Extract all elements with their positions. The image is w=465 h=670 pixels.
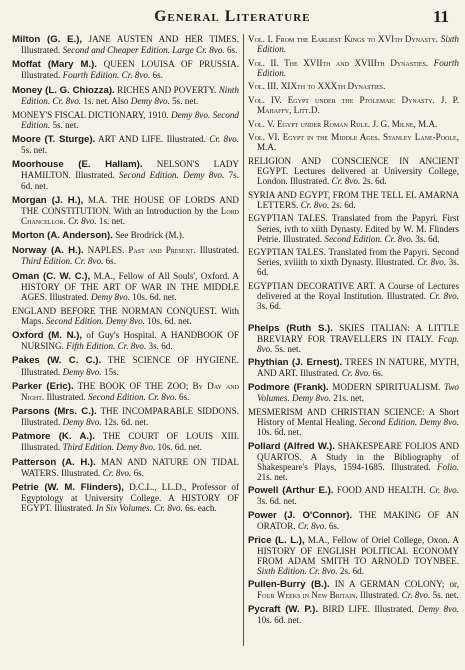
catalogue-entry [12, 482, 239, 513]
entry-text: Vol. III. XIXth to XXXth Dynasties. [248, 81, 386, 92]
entry-text: 12s. 6d. net. [101, 417, 149, 428]
entry-text: Sixth Edition. [257, 34, 459, 55]
entry-text: 3s. 6d. [257, 257, 459, 278]
entry-text: M.A., Fellow of All Souls', Oxford. [90, 270, 233, 281]
entry-title: EGYPTIAN TALES. [248, 213, 328, 224]
entry-text: 2s. 6d. [360, 176, 387, 187]
entry-text: 6s. each. [182, 502, 217, 513]
entry-text: Translated from the Papyri. First Series, ivth to xiith Dynasty. Edited by W. M. Flinders Petrie. Illustrated. [257, 213, 459, 244]
entry-text: A Study in the Bibliography of Shakespeare's Plays, 1594-1685. Illustrated. [257, 451, 459, 472]
entry-title: THE COURT OF LOUIS XIII. [102, 431, 240, 442]
entry-text: Vol. VI. Egypt in the Middle Ages. Stanley Lane-Poole, M.A. [248, 132, 459, 153]
entry-text: 3s. 6d. [413, 233, 440, 244]
entry-text: Illustrated. [21, 417, 63, 428]
catalogue-entry [12, 330, 239, 351]
entry-text: A Short History of Mental Healing. [257, 406, 459, 427]
catalogue-entry [12, 245, 239, 266]
entry-text: Illustrated. [58, 467, 103, 478]
entry-author: Milton (G. E.), [12, 34, 83, 45]
entry-title: MONEY'S FISCAL DICTIONARY, 1910. [12, 109, 169, 120]
catalogue-entry [248, 132, 459, 152]
entry-title: THE SCIENCE OF HYGIENE. [107, 355, 239, 366]
catalogue-entry [12, 431, 239, 452]
entry-author: Pullen-Burry (B.). [248, 579, 330, 591]
entry-author: Parker (Eric). [12, 380, 74, 392]
entry-text: 6s. [176, 391, 190, 402]
entry-text: D.C.L., LL.D., Professor of Egyptology at University College. [21, 481, 239, 503]
entry-text: Second Edition. Demy 8vo. [359, 416, 459, 427]
catalogue-entry [12, 457, 239, 478]
catalogue-entry [248, 510, 459, 531]
entry-text: Folio. [436, 461, 459, 472]
entry-text [352, 510, 359, 520]
entry-text: 1s. net. Also [81, 95, 131, 106]
entry-text: 5s. net. [50, 119, 79, 130]
entry-text: Second Edition. Demy 8vo. [118, 170, 225, 181]
entry-text: Demy 8vo. Second Edition. [21, 109, 239, 130]
catalogue-entry [12, 34, 239, 55]
catalogue-entry [12, 271, 239, 302]
entry-text: Illustrated. [21, 45, 63, 56]
entry-text: Cr. 8vo. [341, 368, 371, 379]
entry-text: 10s. 6d. net. [257, 615, 302, 626]
catalogue-entry [248, 247, 459, 277]
entry-author: Phelps (Ruth S.). [248, 322, 333, 334]
left-column [12, 34, 239, 517]
entry-text: Cr. 8vo. [429, 290, 459, 301]
entry-text: Cr. 8vo. [102, 467, 132, 478]
entry-title: FOOD AND HEALTH. [336, 485, 426, 496]
entry-title: THE HOUSE OF LORDS AND THE CONSTITUTION. [21, 194, 239, 216]
entry-text: Fcap. 8vo. [257, 333, 460, 354]
entry-author: Moore (T. Sturge). [12, 134, 96, 146]
entry-text: Cr. 8vo. [401, 590, 431, 601]
entry-author: Parsons (Mrs. C.). [12, 406, 97, 418]
entry-title: A HANDBOOK OF NURSING. [21, 330, 239, 352]
entry-text: Vol. I. From the Earliest Kings to XVIth Dynasty. [248, 34, 439, 44]
catalogue-entry [12, 85, 239, 106]
entry-title: NAPLES. [87, 245, 125, 256]
entry-text: 21s. net. [331, 393, 364, 404]
entry-text: 15s. [101, 366, 119, 377]
entry-text: See Brodrick (M.). [112, 230, 185, 241]
entry-text: Cr. 8vo. [300, 199, 330, 210]
entry-text: 6s. [224, 45, 238, 56]
entry-author: Patmore (K. A.). [12, 431, 95, 443]
entry-text: 10s. 6d. net. [130, 291, 177, 302]
entry-author: Morton (A. Anderson). [12, 230, 113, 242]
entry-text: 5s. net. [169, 95, 199, 106]
entry-text: In Six Volumes. Cr. 8vo. [95, 502, 183, 513]
entry-author: Powell (Arthur E.). [248, 485, 334, 497]
catalogue-entry [12, 59, 239, 80]
running-title: General Literature [154, 8, 311, 25]
entry-text: Vol. V. Egypt under Roman Rule. J. G. Milne, M.A. [248, 118, 438, 129]
catalogue-entry [248, 34, 459, 54]
entry-title: A HISTORY OF THE ART OF WAR IN THE MIDDLE AGES. [21, 270, 239, 302]
entry-title: TREES IN NATURE, MYTH, AND ART. [257, 357, 459, 379]
entry-text: Illustrated. [21, 70, 63, 81]
page-header [14, 6, 451, 32]
entry-text: 1s. net. [96, 215, 126, 226]
catalogue-entry [248, 323, 459, 354]
entry-text: 6s. [326, 521, 340, 532]
catalogue-entry [248, 156, 459, 186]
entry-text: A Course of Lectures delivered at the Royal Institution. Illustrated. [257, 280, 459, 301]
catalogue-entry [248, 441, 459, 482]
entry-text: Illustrated. [52, 502, 96, 513]
entry-text: 3s. 6d. net. [257, 496, 297, 507]
entry-text: or, [444, 579, 460, 590]
entry-text: of Guy's Hospital. [82, 330, 161, 341]
entry-text: 3s. 6d. [146, 341, 173, 352]
entry-text: Illustrated. [370, 604, 418, 615]
column-divider [243, 34, 244, 646]
entry-text: Demy 8vo. [62, 417, 102, 428]
entry-title: SKIES ITALIAN: A LITTLE BREVIARY FOR TRAVELLERS IN ITALY. [257, 322, 460, 344]
entry-author: Podmore (Frank). [248, 382, 329, 394]
catalogue-entry [12, 406, 239, 427]
section-gap [248, 315, 459, 323]
entry-text: Vol. II. The XVIIth and XVIIIth Dynasties. [248, 57, 429, 68]
entry-text: Illustrated. [44, 391, 89, 402]
entry-text: 10s. 6d. net. [155, 442, 202, 453]
entry-text: Ninth Edition. Cr. 8vo. [21, 84, 239, 106]
entry-title: ENGLAND BEFORE THE NORMAN CONQUEST. [12, 305, 217, 316]
entry-text: Fourth Edition. [257, 57, 459, 78]
entry-text: Demy 8vo. [62, 366, 102, 377]
entry-text: 5s. net. [21, 145, 48, 156]
catalogue-entry [248, 213, 459, 243]
entry-author: Oman (C. W. C.), [12, 270, 91, 282]
entry-text: Cr. 8vo. [429, 485, 460, 496]
entry-title: NELSON'S LADY HAMILTON. [21, 159, 240, 181]
entry-text: 2s. 6d. [329, 199, 356, 210]
entry-text: Second Edition. Cr. 8vo. [324, 233, 414, 244]
entry-title: IN A GERMAN COLONY; [334, 579, 445, 590]
catalogue-entry [12, 381, 239, 402]
entry-text: Illustrated. [21, 442, 63, 453]
entry-title: THE MAKING OF AN ORATOR. [257, 509, 459, 532]
entry-text [97, 59, 104, 69]
catalogue-entry [248, 535, 459, 576]
entry-text: Fifth Edition. Cr. 8vo. [66, 341, 147, 352]
entry-author: Pycraft (W. P.). [248, 604, 319, 616]
entry-text: Cr. 8vo. [417, 257, 447, 268]
entry-text: 3s. 6d. [257, 301, 282, 312]
entry-text: 6s. [103, 256, 116, 267]
entry-author: Price (L. L.), [248, 534, 305, 546]
entry-title: THE BOOK OF THE ZOO; [77, 380, 189, 391]
entry-title: RELIGION AND CONSCIENCE IN ANCIENT EGYPT. [248, 156, 459, 177]
entry-title: EGYPTIAN TALES. [248, 247, 327, 258]
entry-text: Illustrated. [47, 291, 91, 302]
entry-text: Lord Chancellor. [21, 205, 239, 226]
entry-author: Power (J. O'Connor). [248, 509, 353, 521]
entry-text: Past and Present. [128, 245, 196, 256]
entry-text: Illustrated. [70, 170, 119, 181]
entry-text: Second Edition. Cr. 8vo. [88, 391, 177, 402]
entry-text: 5s. net. [272, 343, 301, 354]
entry-text: Third Edition. Cr. 8vo. [21, 256, 104, 267]
entry-text [101, 355, 108, 365]
catalogue-entry [248, 382, 459, 403]
catalogue-entry [12, 110, 239, 130]
entry-title: JANE AUSTEN AND HER TIMES. [88, 34, 239, 44]
catalogue-entry [248, 281, 459, 311]
entry-text: Second Edition. Demy 8vo. [45, 315, 145, 326]
entry-text: 10s. 6d. net. [144, 315, 192, 326]
entry-text: Translated from the Papyri. Second Series, xviiith to xixth Dynasty. Illustrated. [257, 247, 459, 268]
catalogue-entry [248, 81, 459, 91]
entry-text: Two Volumes. Demy 8vo. [257, 382, 459, 404]
entry-author: Petrie (W. M. Flinders), [12, 481, 124, 493]
entry-text: Lectures delivered at University College, London. Illustrated. [257, 166, 459, 187]
entry-text: 21s. net. [257, 471, 288, 482]
entry-text: Cr. 8vo. [209, 134, 240, 145]
catalogue-entry [12, 230, 239, 241]
entry-title: ART AND LIFE. [98, 134, 164, 145]
entry-text: Cr. 8vo. [67, 215, 97, 226]
entry-text: 6s. [131, 467, 144, 478]
right-column [248, 34, 459, 629]
entry-text: Illustrated. [357, 590, 402, 601]
entry-title: A HISTORY OF EGYPT. [21, 492, 239, 513]
entry-author: Morgan (J. H.), [12, 194, 84, 206]
entry-author: Phythian (J. Ernest). [248, 357, 343, 369]
entry-text: 6s. [150, 70, 163, 81]
entry-text: Four Weeks in New Britain. [257, 590, 358, 601]
entry-title: EGYPTIAN DECORATIVE ART. [248, 280, 376, 291]
entry-text: Third Edition. Demy 8vo. [62, 442, 156, 453]
entry-author: Patterson (A. H.). [12, 456, 96, 468]
entry-title: MODERN SPIRITUALISM. [332, 382, 441, 393]
entry-text: M.A. [83, 194, 112, 205]
catalogue-entry [248, 407, 459, 437]
entry-author: Pakes (W. C. C.). [12, 355, 102, 367]
entry-text: 10s. 6d. net. [257, 426, 302, 437]
entry-title: BIRD LIFE. [322, 604, 371, 615]
catalogue-entry [12, 195, 239, 226]
entry-text: Illustrated. [163, 134, 210, 145]
catalogue-entry [248, 119, 459, 129]
entry-text: Fourth Edition. Cr. 8vo. [62, 70, 151, 81]
entry-title: QUEEN LOUISA OF PRUSSIA. [103, 59, 239, 70]
entry-title: SHAKESPEARE FOLIOS AND QUARTOS. [257, 440, 459, 462]
catalogue-entry [248, 190, 459, 210]
entry-author: Moorhouse (E. Hallam). [12, 159, 143, 171]
entry-text: 6s. [370, 368, 384, 379]
entry-author: Norway (A. H.). [12, 245, 84, 257]
catalogue-entry [12, 159, 239, 190]
entry-text: M.A., Fellow of Oriel College, Oxon. [304, 534, 453, 545]
catalogue-entry [12, 306, 239, 326]
entry-text: Illustrated. [21, 366, 63, 377]
entry-author: Moffat (Mary M.). [12, 59, 97, 71]
entry-author: Pollard (Alfred W.). [248, 440, 335, 452]
entry-text [143, 159, 157, 169]
entry-text: 7s. 6d. net. [21, 170, 239, 191]
entry-text: Second and Cheaper Edition. Large Cr. 8vo. [62, 45, 225, 56]
entry-text: Vol. IV. Egypt under the Ptolemaic Dynasty. J. P. Mahaffy, Litt.D. [248, 95, 459, 116]
entry-text: 2s. 6d. [337, 565, 364, 576]
entry-title: A HISTORY OF ENGLISH POLITICAL ECONOMY FROM ADAM SMITH TO ARNOLD TOYNBEE. [257, 534, 459, 566]
entry-text: 5s. net. [430, 590, 459, 601]
entry-text: Sixth Edition. Cr. 8vo. [257, 565, 338, 576]
entry-text: With an Introduction by the [110, 205, 221, 216]
catalogue-entry [248, 58, 459, 78]
entry-title: RICHES AND POVERTY. [117, 84, 217, 95]
catalogue-entry [248, 604, 459, 625]
catalogue-entry [248, 579, 459, 600]
entry-author: Oxford (M. N.), [12, 330, 83, 342]
catalogue-entry [248, 95, 459, 115]
entry-text: Demy 8vo. [130, 95, 170, 106]
entry-text: Demy 8vo. [417, 604, 459, 615]
entry-text: By Day and Night. [21, 380, 239, 402]
entry-text: Cr. 8vo. [297, 521, 327, 532]
entry-text: With Maps. [21, 305, 239, 326]
entry-title: SYRIA AND EGYPT, FROM THE TELL EL AMARNA LETTERS. [248, 189, 459, 210]
page-number: 11 [432, 7, 449, 26]
entry-title: THE INCOMPARABLE SIDDONS. [100, 406, 239, 417]
entry-text: Illustrated. [297, 368, 342, 379]
entry-author: Money (L. G. Chiozza). [12, 84, 115, 96]
entry-title: MAN AND NATURE ON TIDAL WATERS. [21, 456, 240, 478]
catalogue-entry [12, 134, 239, 155]
entry-text: Cr. 8vo. [331, 176, 361, 187]
catalogue-entry [248, 485, 459, 506]
entry-text [95, 431, 103, 441]
entry-text: Demy 8vo. [90, 291, 130, 302]
catalogue-entry [248, 357, 459, 378]
catalogue-entry [12, 355, 239, 376]
entry-title: MESMERISM AND CHRISTIAN SCIENCE: [248, 406, 425, 417]
entry-text: Illustrated. [195, 245, 240, 256]
